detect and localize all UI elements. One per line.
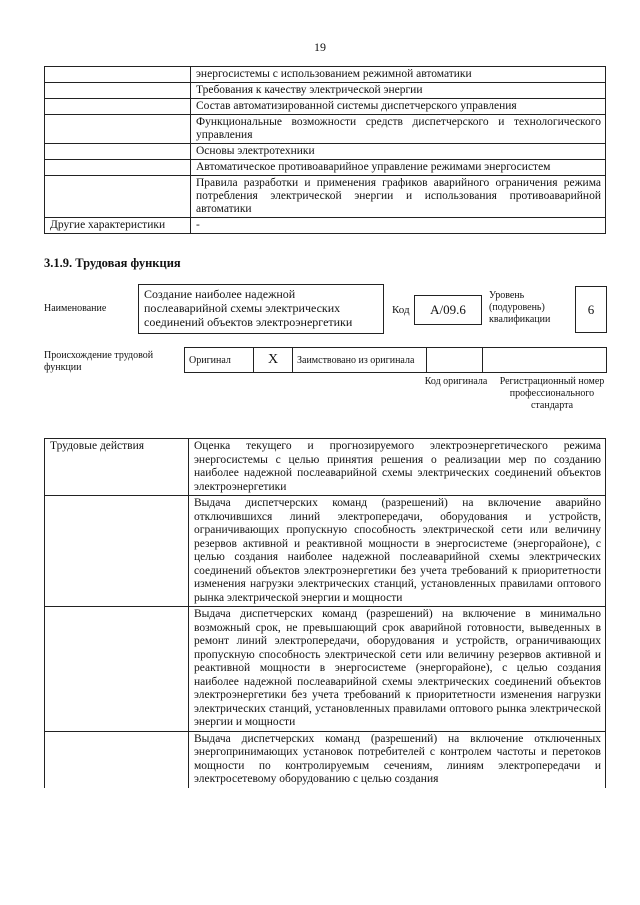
labor-action-item: Выдача диспетчерских команд (разрешений) на включение аварийно отключившихся линий электропередачи, оборудования и устройств, ограничивающих пропускную способность электрической сети или величину резервов активной и реактивной мощности в энергосистеме (энергорайоне), с целью создания наиболее надежной послеаварийной схемы электрических соединений объектов электроэнергетики без учета требований к приоритетности изменения нагрузки электрических станций, установленных правилами оптового рынка электрической энергии и мощности xyxy=(189,496,606,607)
page-number: 19 xyxy=(314,40,326,54)
labor-action-item: Выдача диспетчерских команд (разрешений) на включение в минимально возможный срок, не превышающий срок аварийной готовности, выведенных в ремонт линий электропередачи, оборудования и устройств, ограничивающих пропускную способность электрической сети или величину резервов активной и реактивной мощности в энергосистеме (энергорайоне), с целью создания наиболее надежной послеаварийной схемы электрических соединений объектов электроэнергетики без учета требований к приоритетности изменения нагрузки электрических станций, установленных правилами оптового рынка электрической энергии и мощности xyxy=(189,607,606,732)
other-characteristics-value: - xyxy=(191,218,606,234)
table-row xyxy=(185,348,607,373)
knowledge-item: Функциональные возможности средств диспетчерского и технологического управления xyxy=(191,115,606,144)
table-row xyxy=(45,731,606,788)
original-code-cell xyxy=(427,348,483,373)
origin-table xyxy=(184,347,607,373)
labor-action-item: Оценка текущего и прогнозируемого электроэнергетического режима энергосистемы с целью принятия решения о реализации мер по созданию наиболее надежной послеаварийной схемы электрических соединений объектов электроэнергетики xyxy=(189,439,606,496)
knowledge-item: Состав автоматизированной системы диспетчерского управления xyxy=(191,99,606,115)
qualification-level-box: 6 xyxy=(575,286,607,333)
table-row xyxy=(45,115,606,144)
function-name-box: Создание наиболее надежной послеаварийной схемы электрических соединений объектов электроэнергетики xyxy=(138,284,384,334)
empty-label-cell xyxy=(45,144,191,160)
other-characteristics-label: Другие характеристики xyxy=(45,218,191,234)
empty-label-cell xyxy=(45,731,189,788)
function-code-box: А/09.6 xyxy=(414,295,482,325)
knowledge-item: энергосистемы с использованием режимной автоматики xyxy=(191,67,606,83)
table-row xyxy=(45,144,606,160)
empty-label-cell xyxy=(45,160,191,176)
table-row xyxy=(45,218,606,234)
empty-label-cell xyxy=(45,99,191,115)
table-row xyxy=(45,67,606,83)
registration-number-cell xyxy=(483,348,607,373)
original-code-caption: Код оригинала xyxy=(424,376,488,387)
empty-label-cell xyxy=(45,496,189,607)
labor-actions-table xyxy=(44,438,606,788)
knowledge-item: Основы электротехники xyxy=(191,144,606,160)
empty-label-cell xyxy=(45,83,191,99)
table-row xyxy=(45,99,606,115)
table-row xyxy=(45,607,606,732)
original-mark: X xyxy=(254,348,293,373)
table-row xyxy=(45,83,606,99)
section-title: 3.1.9. Трудовая функция xyxy=(44,256,181,270)
labor-actions-label: Трудовые действия xyxy=(45,439,189,496)
qualification-level-label: Уровень (подуровень) квалификации xyxy=(489,290,551,325)
table-row xyxy=(45,439,606,496)
empty-label-cell xyxy=(45,607,189,732)
origin-label: Происхождение трудовой функции xyxy=(44,350,154,373)
table-row xyxy=(45,160,606,176)
table-row xyxy=(45,496,606,607)
table-row xyxy=(45,176,606,218)
knowledge-item: Автоматическое противоаварийное управление режимами энергосистем xyxy=(191,160,606,176)
labor-action-item: Выдача диспетчерских команд (разрешений) на включение отключенных энергопринимающих установок потребителей с контролем частоты и перетоков мощности по контролируемым сечениям, линиям электропередачи и электросетевому оборудованию с целью создания xyxy=(189,731,606,788)
name-label: Наименование xyxy=(44,303,107,314)
knowledge-item: Правила разработки и применения графиков аварийного ограничения режима потребления электрической энергии и использования противоаварийной автоматики xyxy=(191,176,606,218)
empty-label-cell xyxy=(45,176,191,218)
knowledge-item: Требования к качеству электрической энергии xyxy=(191,83,606,99)
original-cell: Оригинал xyxy=(185,348,254,373)
registration-number-caption: Регистрационный номер профессионального стандарта xyxy=(499,376,605,411)
code-label: Код xyxy=(392,304,410,316)
empty-label-cell xyxy=(45,67,191,83)
empty-label-cell xyxy=(45,115,191,144)
borrowed-cell: Заимствовано из оригинала xyxy=(293,348,427,373)
knowledge-table xyxy=(44,66,606,234)
